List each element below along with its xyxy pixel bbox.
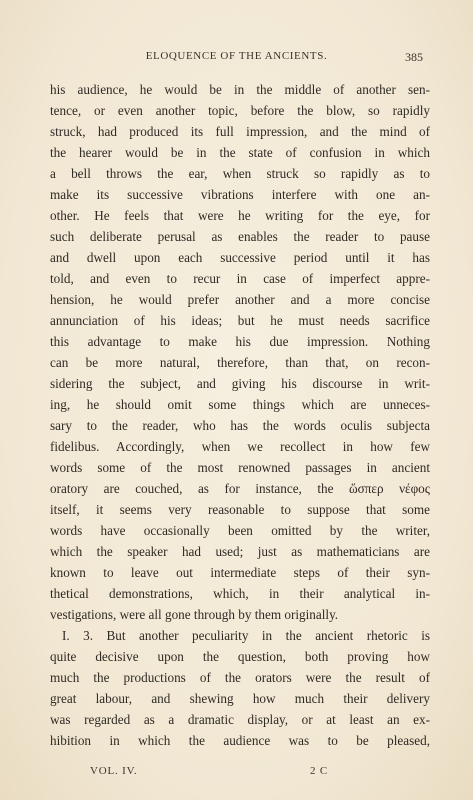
text-line: other. He feels that were he writing for the eye, for [50,208,430,223]
text-line: great labour, and shewing how much their delivery [50,691,430,706]
text-line: thetical demonstrations, which, in their analytical in- [50,586,430,601]
text-line: sidering the subject, and giving his discourse in writ- [50,376,430,391]
page-header [0,50,473,68]
text-line: hension, he would prefer another and a more concise [50,292,430,307]
text-line: his audience, he would be in the middle of another sen- [50,82,430,97]
text-line: a bell throws the ear, when struck so rapidly as to [50,166,430,181]
text-line: ing, he should omit some things which are unneces- [50,397,430,412]
volume-label: VOL. IV. [90,765,138,777]
page-footer [0,765,473,783]
text-line: oratory are couched, as for instance, the ὥσπερ νέφος [50,481,430,496]
text-line: can be more natural, therefore, than that, on recon- [50,355,430,370]
text-line: I. 3. But another peculiarity in the ancient rhetoric is [62,628,430,643]
text-line: this advantage to make his due impression. Nothing [50,334,430,349]
text-line: quite decisive upon the question, both proving how [50,649,430,664]
text-line: itself, it seems very reasonable to suppose that some [50,502,430,517]
text-line: words some of the most renowned passages in ancient [50,460,430,475]
text-line: known to leave out intermediate steps of their syn- [50,565,430,580]
text-line: such deliberate perusal as enables the reader to pause [50,229,430,244]
text-line: was regarded as a dramatic display, or at least an ex- [50,712,430,727]
text-line: tence, or even another topic, before the blow, so rapidly [50,103,430,118]
text-line: make its successive vibrations interfere with one an- [50,187,430,202]
text-line: words have occasionally been omitted by the writer, [50,523,430,538]
text-line: told, and even to recur in case of imperfect appre- [50,271,430,286]
text-line: hibition in which the audience was to be pleased, [50,733,430,748]
text-line: much the productions of the orators were the result of [50,670,430,685]
page-number: 385 [405,50,423,64]
signature-mark: 2 C [310,765,328,777]
text-line: annunciation of his ideas; but he must needs sacrifice [50,313,430,328]
text-line: vestigations, were all gone through by them originally. [50,607,339,622]
text-line: and dwell upon each successive period until it has [50,250,430,265]
text-line: struck, had produced its full impression, and the mind of [50,124,430,139]
text-line: fidelibus. Accordingly, when we recollect in how few [50,439,430,454]
text-line: which the speaker had used; just as mathematicians are [50,544,430,559]
text-line: sary to the reader, who has the words oculis subjecta [50,418,430,433]
running-head: ELOQUENCE OF THE ANCIENTS. [145,50,328,62]
body-text [50,79,430,751]
text-line: the hearer would be in the state of confusion in which [50,145,430,160]
